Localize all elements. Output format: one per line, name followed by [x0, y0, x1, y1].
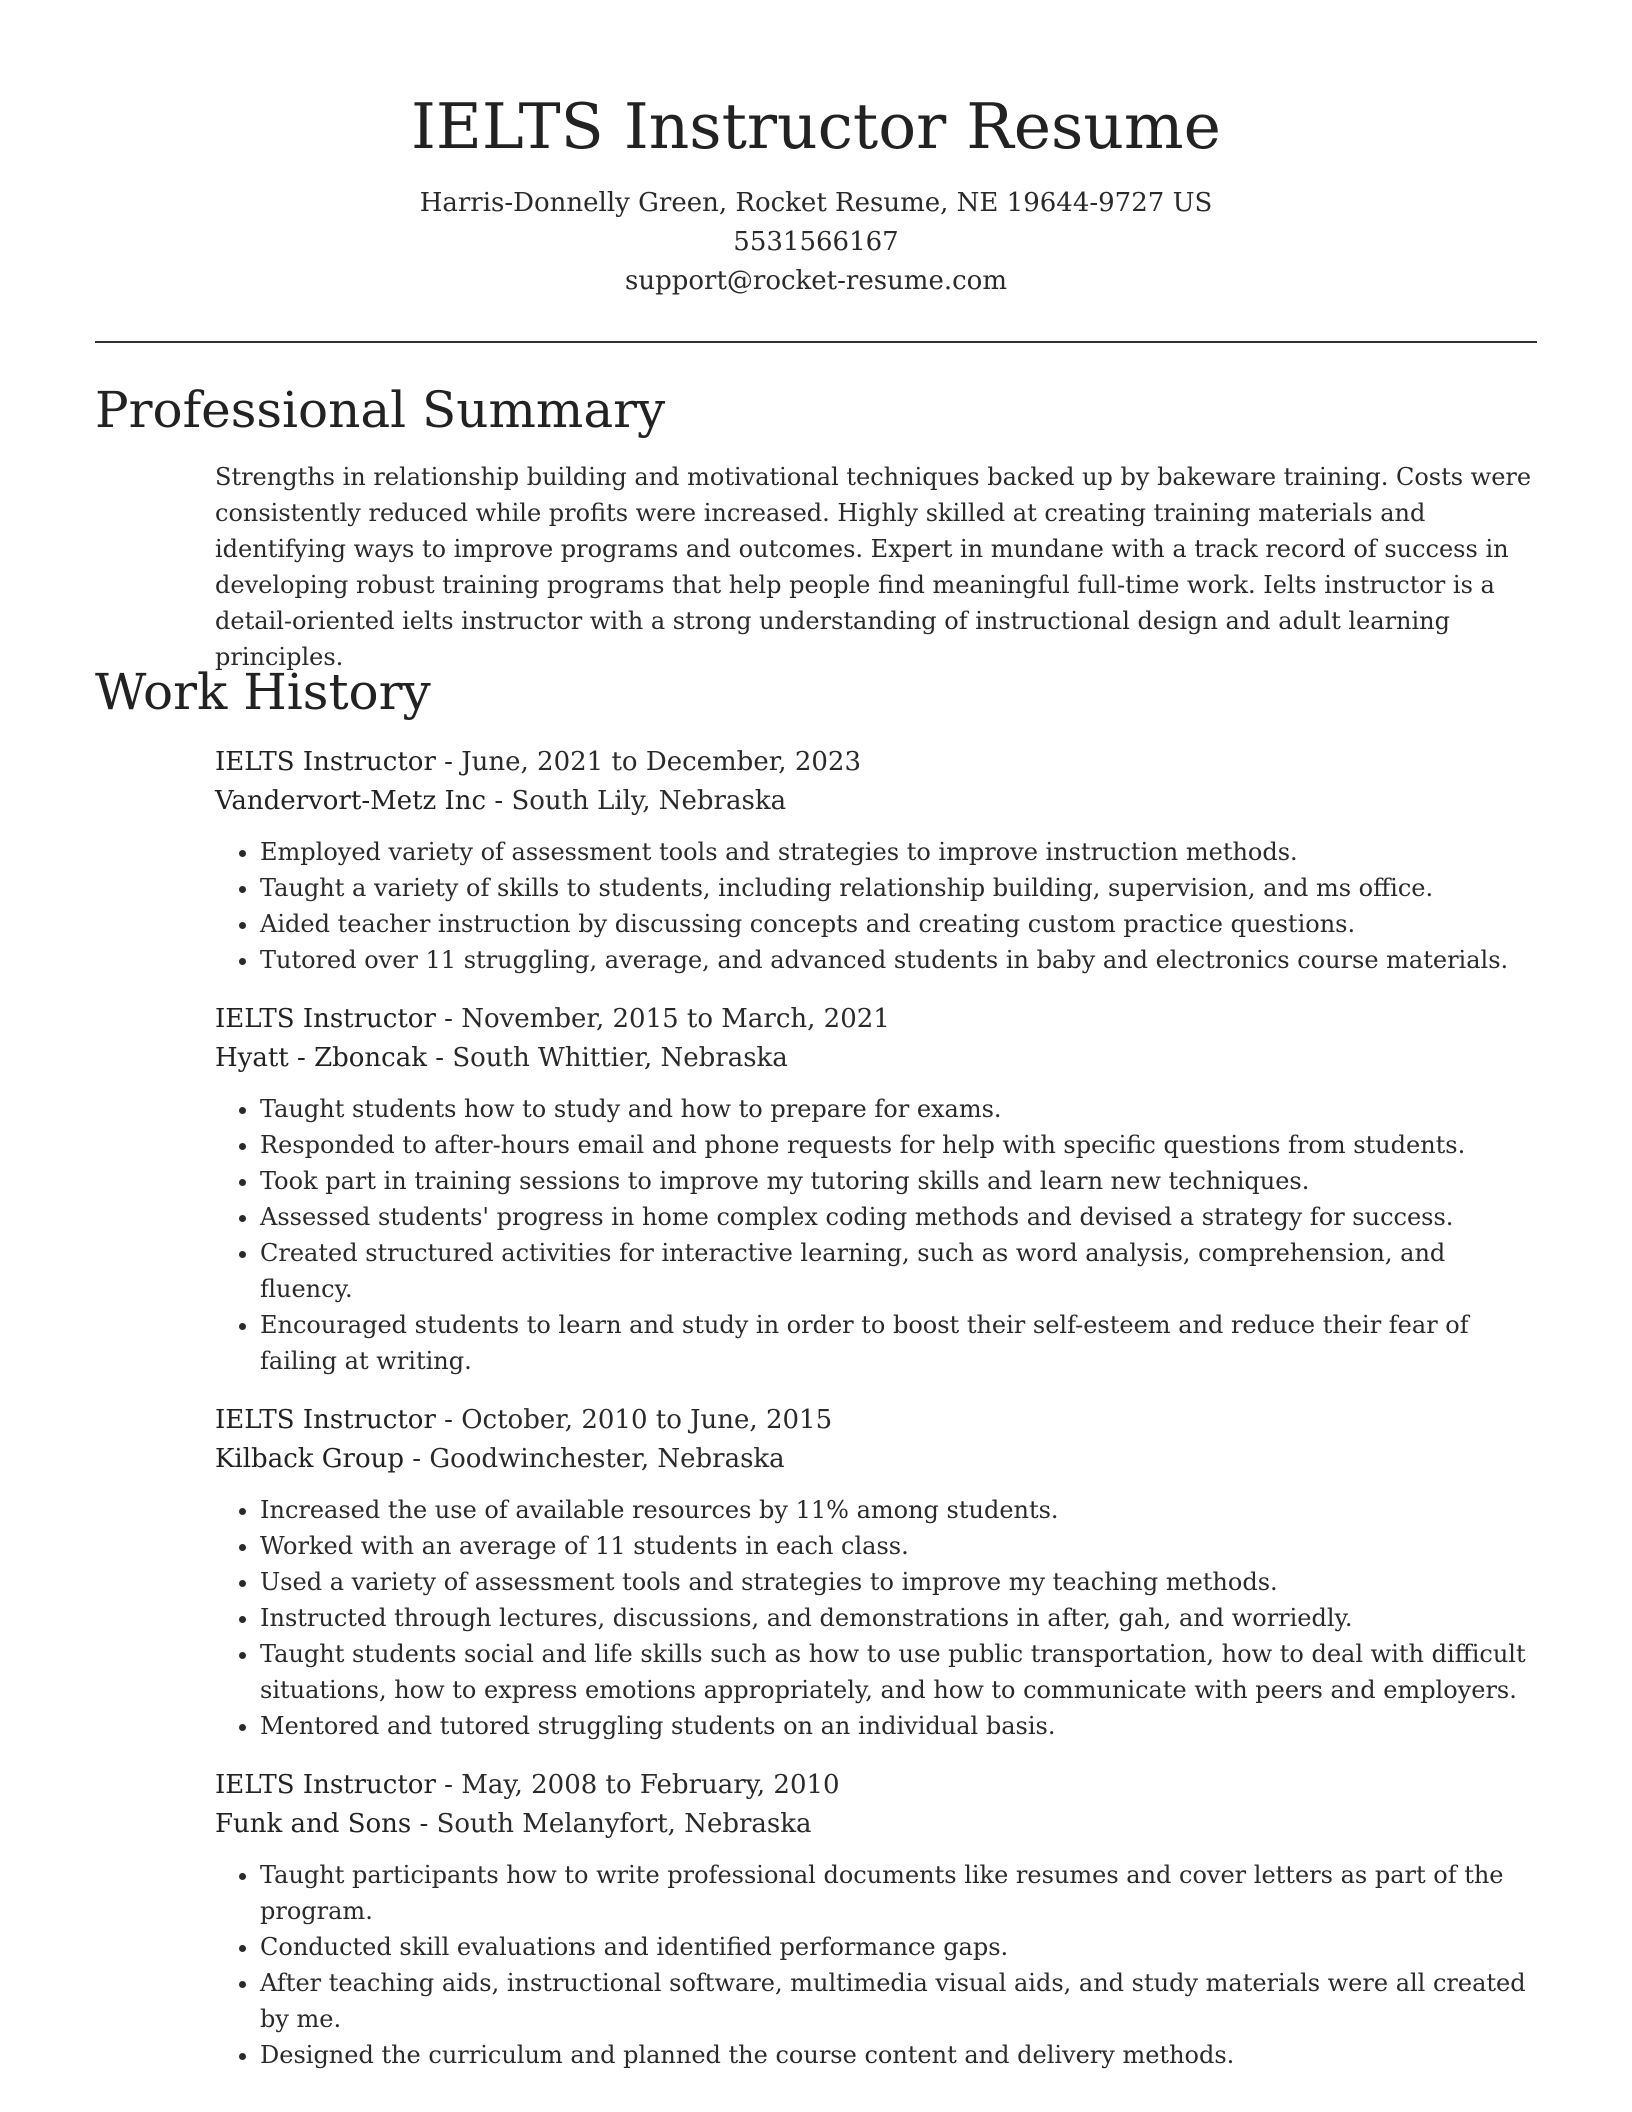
job-bullet: • Increased the use of available resources by 11% among students. [260, 1492, 1540, 1528]
job-company-line [215, 1440, 1540, 1479]
job-bullet: • Worked with an average of 11 students in each class. [260, 1528, 1540, 1564]
job-company-line [215, 1805, 1540, 1844]
job-bullet: • Mentored and tutored struggling students on an individual basis. [260, 1708, 1540, 1744]
job-title-line [215, 1766, 1540, 1805]
job-company: Funk and Sons [215, 1809, 412, 1839]
job-bullet: • Designed the curriculum and planned the course content and delivery methods. [260, 2037, 1540, 2073]
job-bullet: • Took part in training sessions to improve my tutoring skills and learn new techniques. [260, 1163, 1540, 1199]
job-company-line [215, 782, 1540, 821]
job-bullet: • Employed variety of assessment tools and strategies to improve instruction methods. [260, 834, 1540, 870]
job-bullet: • Used a variety of assessment tools and strategies to improve my teaching methods. [260, 1564, 1540, 1600]
job-bullet: • Taught students social and life skills such as how to use public transportation, how to deal with difficult situations, how to express emotions appropriately, and how to communicate with peers and employers. [260, 1636, 1540, 1708]
job-bullet: • Tutored over 11 struggling, average, and advanced students in baby and electronics course materials. [260, 942, 1540, 978]
job-entry [215, 1401, 1540, 1744]
job-bullet: • Assessed students' progress in home complex coding methods and devised a strategy for success. [260, 1199, 1540, 1235]
job-bullet: • Responded to after-hours email and phone requests for help with specific questions from students. [260, 1127, 1540, 1163]
job-title-line [215, 743, 1540, 782]
job-bullet-list [215, 834, 1540, 978]
job-company: Kilback Group [215, 1444, 405, 1474]
work-history-heading: Work History [95, 663, 431, 721]
job-bullet: • Instructed through lectures, discussions, and demonstrations in after, gah, and worriedly. [260, 1600, 1540, 1636]
job-separator: - [486, 786, 512, 816]
job-separator: - [411, 1809, 437, 1839]
job-separator: - [435, 1004, 462, 1034]
job-dates: May, 2008 to February, 2010 [461, 1770, 840, 1800]
job-bullet: • Created structured activities for interactive learning, such as word analysis, comprehension, and fluency. [260, 1235, 1540, 1307]
job-separator: - [435, 1405, 462, 1435]
job-separator: - [435, 1770, 462, 1800]
job-bullet: • After teaching aids, instructional software, multimedia visual aids, and study materials were all created by me. [260, 1965, 1540, 2037]
job-entry [215, 743, 1540, 978]
contact-address: Harris-Donnelly Green, Rocket Resume, NE 19644-9727 US [419, 188, 1213, 218]
job-bullet-list [215, 1492, 1540, 1744]
job-title-line [215, 1401, 1540, 1440]
job-title: IELTS Instructor [215, 747, 436, 777]
job-entry [215, 1766, 1540, 2073]
job-bullet: • Conducted skill evaluations and identified performance gaps. [260, 1929, 1540, 1965]
job-separator: - [427, 1043, 453, 1073]
header-divider [95, 341, 1537, 343]
job-bullet: • Taught participants how to write professional documents like resumes and cover letters as part of the program. [260, 1857, 1540, 1929]
summary-heading: Professional Summary [95, 381, 666, 439]
job-title: IELTS Instructor [215, 1004, 436, 1034]
job-title-line [215, 1000, 1540, 1039]
job-location: South Melanyfort, Nebraska [436, 1809, 812, 1839]
job-dates: October, 2010 to June, 2015 [461, 1405, 833, 1435]
resume-title: IELTS Instructor Resume [411, 90, 1221, 163]
resume-header [95, 84, 1537, 301]
contact-phone: 5531566167 [733, 227, 899, 257]
job-entry [215, 1000, 1540, 1379]
job-bullet: • Encouraged students to learn and study in order to boost their self-esteem and reduce their fear of failing at writing. [260, 1307, 1540, 1379]
job-company: Vandervort-Metz Inc [215, 786, 487, 816]
work-history-list [215, 743, 1540, 2095]
job-bullet: • Aided teacher instruction by discussing concepts and creating custom practice questions. [260, 906, 1540, 942]
job-bullet: • Taught a variety of skills to students, including relationship building, supervision, and ms office. [260, 870, 1540, 906]
job-separator: - [404, 1444, 430, 1474]
job-company: Hyatt - Zboncak [215, 1043, 427, 1073]
job-bullet-list [215, 1091, 1540, 1379]
job-location: Goodwinchester, Nebraska [429, 1444, 785, 1474]
job-title: IELTS Instructor [215, 1405, 436, 1435]
job-bullet-list [215, 1857, 1540, 2073]
job-separator: - [435, 747, 462, 777]
job-title: IELTS Instructor [215, 1770, 436, 1800]
job-bullet: • Taught students how to study and how to prepare for exams. [260, 1091, 1540, 1127]
summary-text: Strengths in relationship building and motivational techniques backed up by bakeware training. Costs were consistently reduced while profits were increased. Highly skilled at creating training materials and identifying ways to improve programs and outcomes. Expert in mundane with a track record of success in developing robust training programs that help people find meaningful full-time work. Ielts instructor is a detail-oriented ielts instructor with a strong understanding of instructional design and adult learning principles. [215, 463, 1532, 671]
job-dates: June, 2021 to December, 2023 [461, 747, 861, 777]
contact-email[interactable]: support@rocket-resume.com [624, 266, 1007, 296]
job-location: South Lily, Nebraska [511, 786, 787, 816]
job-dates: November, 2015 to March, 2021 [461, 1004, 890, 1034]
job-company-line [215, 1039, 1540, 1078]
job-location: South Whittier, Nebraska [452, 1043, 788, 1073]
